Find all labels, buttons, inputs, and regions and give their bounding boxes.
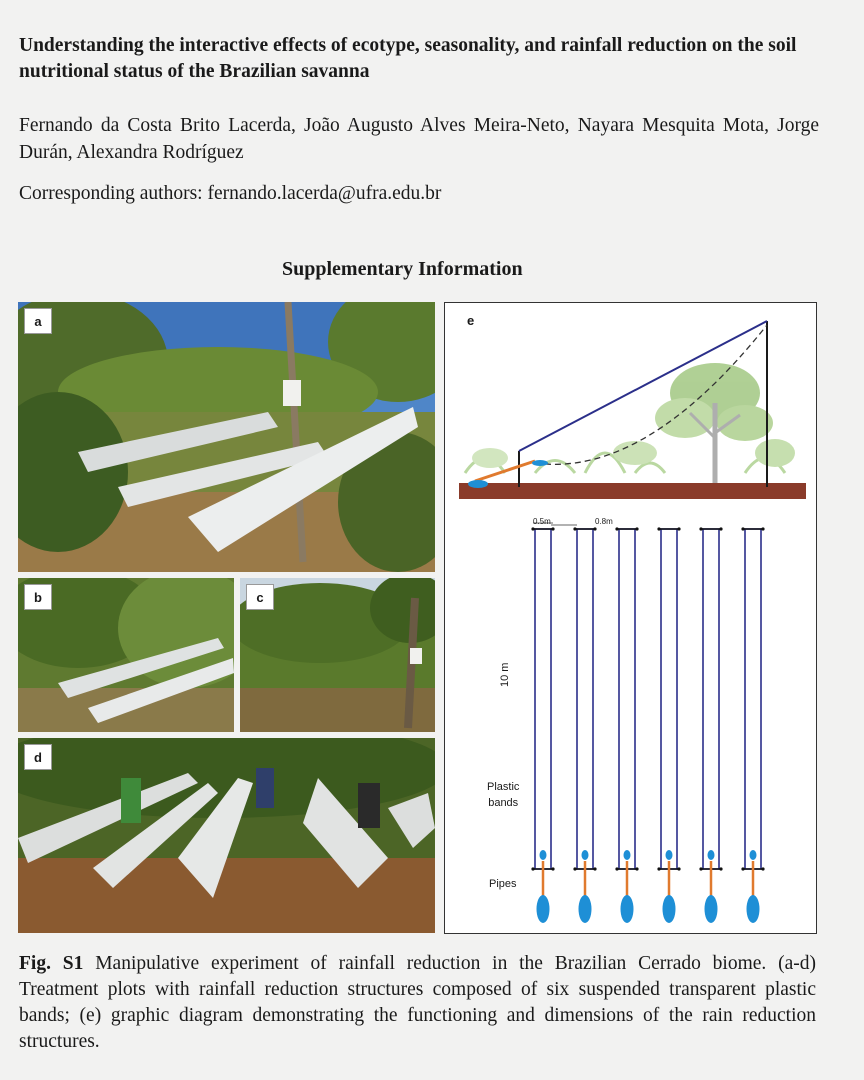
rainfall-structure-diagram xyxy=(445,303,816,933)
water-container-1 xyxy=(537,895,550,923)
band-bottom-dot-right-3 xyxy=(635,867,638,870)
water-container-3 xyxy=(621,895,634,923)
plastic-band-2 xyxy=(577,529,593,869)
band-top-dot-left-2 xyxy=(573,527,576,530)
band-bottom-dot-left-5 xyxy=(699,867,702,870)
field-photo-a xyxy=(18,302,435,572)
author-list: Fernando da Costa Brito Lacerda, João Augusto Alves Meira-Neto, Nayara Mesquita Mota, Jorge Durán, Alexandra Rodríguez xyxy=(19,115,819,163)
band-top-dot-right-2 xyxy=(593,527,596,530)
band-bottom-dot-left-3 xyxy=(615,867,618,870)
label-plastic-bands-line2: bands xyxy=(488,797,519,809)
band-top-dot-right-3 xyxy=(635,527,638,530)
band-top-dot-left-1 xyxy=(531,527,534,530)
water-container-5 xyxy=(705,895,718,923)
vegetation-illustration xyxy=(465,363,795,483)
top-view-bands xyxy=(531,523,764,923)
band-bottom-dot-right-4 xyxy=(677,867,680,870)
diagram-panel-e xyxy=(444,302,817,934)
plastic-band-6 xyxy=(745,529,761,869)
paper-title: Understanding the interactive effects of ecotype, seasonality, and rainfall reduction on the soil nutritional status of the Brazilian savanna xyxy=(19,35,797,82)
band-top-dot-right-1 xyxy=(551,527,554,530)
band-bottom-dot-left-2 xyxy=(573,867,576,870)
band-top-dot-left-4 xyxy=(657,527,660,530)
band-outlet-5 xyxy=(708,850,715,860)
band-top-dot-left-5 xyxy=(699,527,702,530)
field-photo-d xyxy=(18,738,435,933)
panel-label-c: c xyxy=(246,584,274,610)
band-outlet-4 xyxy=(666,850,673,860)
plastic-band-5 xyxy=(703,529,719,869)
band-bottom-dot-right-1 xyxy=(551,867,554,870)
band-bottom-dot-left-4 xyxy=(657,867,660,870)
soil-strip xyxy=(459,483,806,499)
panel-label-e: e xyxy=(467,313,475,328)
band-outlet-2 xyxy=(582,850,589,860)
caption-text: Manipulative experiment of rainfall reduction in the Brazilian Cerrado biome. (a-d) Treatment plots with rainfall reduction structures composed of six suspended transparent plastic bands; (e) graphic diagram demonstrating the functioning and dimensions of the rain reduction structures. xyxy=(19,953,817,1052)
band-top-dot-left-6 xyxy=(741,527,744,530)
band-top-dot-right-6 xyxy=(761,527,764,530)
band-outlet-6 xyxy=(750,850,757,860)
band-bottom-dot-right-5 xyxy=(719,867,722,870)
water-container-4 xyxy=(663,895,676,923)
dimension-length: 10 m xyxy=(499,662,511,687)
photo-panel-d xyxy=(18,738,435,933)
panel-label-b: b xyxy=(24,584,52,610)
band-top-dot-right-4 xyxy=(677,527,680,530)
label-plastic-bands-line1: Plastic xyxy=(487,781,520,793)
dimension-band-width: 0.5m xyxy=(533,517,551,526)
band-top-dot-right-5 xyxy=(719,527,722,530)
section-heading: Supplementary Information xyxy=(282,258,523,280)
photo-panel-a xyxy=(18,302,435,572)
photo-panel-c xyxy=(240,578,435,732)
band-bottom-dot-left-1 xyxy=(531,867,534,870)
band-bottom-dot-right-6 xyxy=(761,867,764,870)
plastic-band-4 xyxy=(661,529,677,869)
label-pipes: Pipes xyxy=(489,878,517,890)
dimension-band-spacing: 0.8m xyxy=(595,517,613,526)
panel-label-d: d xyxy=(24,744,52,770)
corresponding-author: Corresponding authors: fernando.lacerda@ufra.edu.br xyxy=(19,183,442,204)
photo-panel-b xyxy=(18,578,234,732)
band-bottom-dot-right-2 xyxy=(593,867,596,870)
side-gutter xyxy=(532,460,548,466)
water-container-6 xyxy=(747,895,760,923)
band-top-dot-left-3 xyxy=(615,527,618,530)
panel-label-a: a xyxy=(24,308,52,334)
band-outlet-1 xyxy=(540,850,547,860)
label-plastic-bands xyxy=(487,779,519,811)
figure-caption xyxy=(19,951,816,1055)
band-outlet-3 xyxy=(624,850,631,860)
band-bottom-dot-left-6 xyxy=(741,867,744,870)
plastic-band-3 xyxy=(619,529,635,869)
caption-label: Fig. S1 xyxy=(19,953,84,974)
plastic-band-1 xyxy=(535,529,551,869)
water-container-2 xyxy=(579,895,592,923)
side-water-container xyxy=(468,480,488,488)
